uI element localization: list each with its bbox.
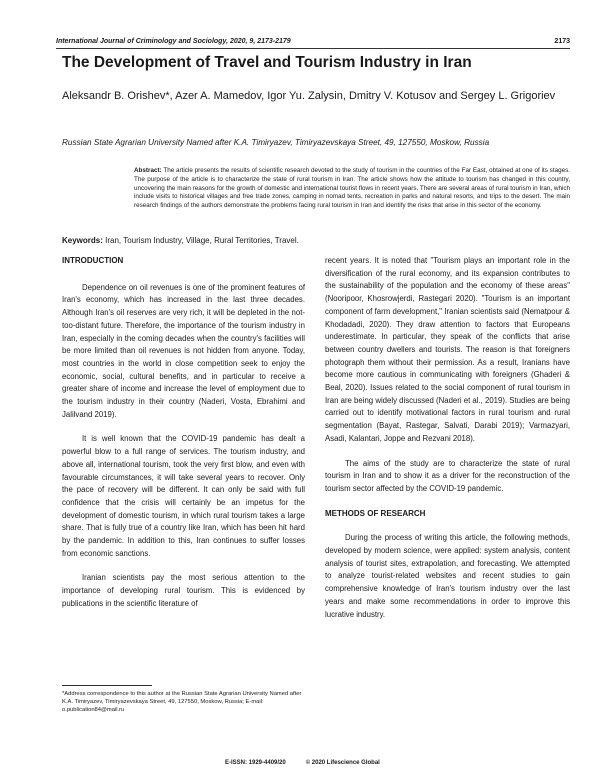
keywords-label: Keywords: [62,236,103,245]
right-column [325,255,570,633]
keywords [62,236,562,245]
journal-citation: International Journal of Criminology and Sociology, 2020, 9, 2173-2179 [56,38,291,45]
page-footer [225,760,525,766]
abstract [134,167,570,211]
left-column [62,255,305,623]
header-rule [56,48,570,49]
paragraph: The aims of the study are to characterize the state of rural tourism in Iran and to show it as a driver for the reconstruction of the tourism sector affected by the COVID-19 pandemic. [325,458,570,493]
abstract-text: The article presents the results of scientific research devoted to the study of tourism in the countries of the Far East, obtained at one of its stages. The purpose of the article is to characterize the state of rural tourism in Iran. The article shows how the attitude to tourism has changed in this country, uncovering the main reasons for the growth of domestic and international tourist flows in recent years. There are several areas of rural tourism in Iran, which include visits to historical villages and free trade zones, camping in nomad tents, recreation in parks and natural resorts, and trips to the desert. The main research findings of the authors demonstrate the problems facing rural tourism in Iran and identify the risks that arise in this sector of the economy. [134,167,570,210]
page-number: 2173 [554,38,570,45]
author-list: Aleksandr B. Orishev*, Azer A. Mamedov, Igor Yu. Zalysin, Dmitry V. Kotusov and Sergey L. Grigoriev [62,90,556,102]
abstract-label: Abstract: [134,167,162,174]
article-title: The Development of Travel and Tourism Industry in Iran [62,54,472,71]
paragraph: It is well known that the COVID-19 pandemic has dealt a powerful blow to a full range of services. The tourism industry, and above all, international tourism, took the very first blow, and even with favourable circumstances, it will take several years to recover. Only the pace of recovery will be different. It can only be said with full confidence that the crisis will certainly be an impetus for the development of domestic tourism, in which rural tourism takes a large share. That is fully true of a country like Iran, which has been hit hard by the pandemic. In addition to this, Iran continues to suffer losses from economic sanctions. [62,434,305,558]
section-heading-methods: METHODS OF RESEARCH [325,508,426,518]
keywords-text: Iran, Tourism Industry, Village, Rural Territories, Travel. [105,236,299,245]
section-heading-introduction: INTRODUCTION [62,256,124,265]
paragraph: During the process of writing this article, the following methods, developed by modern science, were applied: system analysis, content analysis of tourist sites, extrapolation, and forecasting. We attempted to analyze tourist-related websites and recent studies to gain comprehensive knowledge of Iran's tourism industry over the last years and make some recommendations in order to improve this lucrative industry. [325,533,570,619]
running-header [56,38,570,45]
paragraph: Dependence on oil revenues is one of the prominent features of Iran's economy, which has increased in the last three decades. Although Iran's oil reserves are very rich, it will be depleted in the not-too-distant future. Therefore, the importance of the tourism industry in Iran, especially in the coming decades when the country's facilities will be more limited than oil revenues is not hidden from anyone. Today, most countries in the world in close competition seek to enjoy the economic, social, cultural benefits, and in particular to receive a greater share of income and increase the level of employment due to the tourism industry in their country (Naderi, Vosta, Ebrahimi and Jalilvand 2019). [62,282,305,419]
correspondence-footnote: *Address correspondence to this author at the Russian State Agrarian University Named after K.A. Timiryazev, Timiryazevskaya Street, 49, 127550, Moskow, Russia; E-mail: o.publication84@mail.ru [62,691,302,713]
eissn: E-ISSN: 1929-4409/20 [225,760,286,766]
footnote-rule [62,685,152,686]
copyright: © 2020 Lifescience Global [305,760,380,766]
paragraph: Iranian scientists pay the most serious attention to the importance of developing rural tourism. This is evidenced by publications in the scientific literature of [62,573,305,608]
affiliation: Russian State Agrarian University Named after K.A. Timiryazev, Timiryazevskaya Street, 49, 127550, Moskow, Russia [62,138,490,147]
paragraph: recent years. It is noted that "Tourism plays an important role in the diversification of the rural economy, and its expansion contributes to the sustainability of the population and the economy of these areas" (Nooripoor, Khosrowjerdi, Rastegari 2020). "Tourism is an important component of farm development," Iranian scientists said (Nematpour & Khodadadi, 2020). They draw attention to factors that Europeans underestimate. In particular, they speak of the conflicts that arise between country dwellers and tourists. The reason is that foreigners photograph them without their permission. As a result, Iranians have become more cautious in communicating with foreigners (Ghaderi & Beal, 2020). Issues related to the social component of rural tourism in Iran are being widely discussed (Naderi et al., 2019). Studies are being carried out to identify motivational factors in rural tourism and rural segmentation (Bayat, Rastegar, Salvati, Darabi 2019); Varmazyari, Asadi, Kalantari, Joppe and Rezvani 2018). [325,256,570,443]
